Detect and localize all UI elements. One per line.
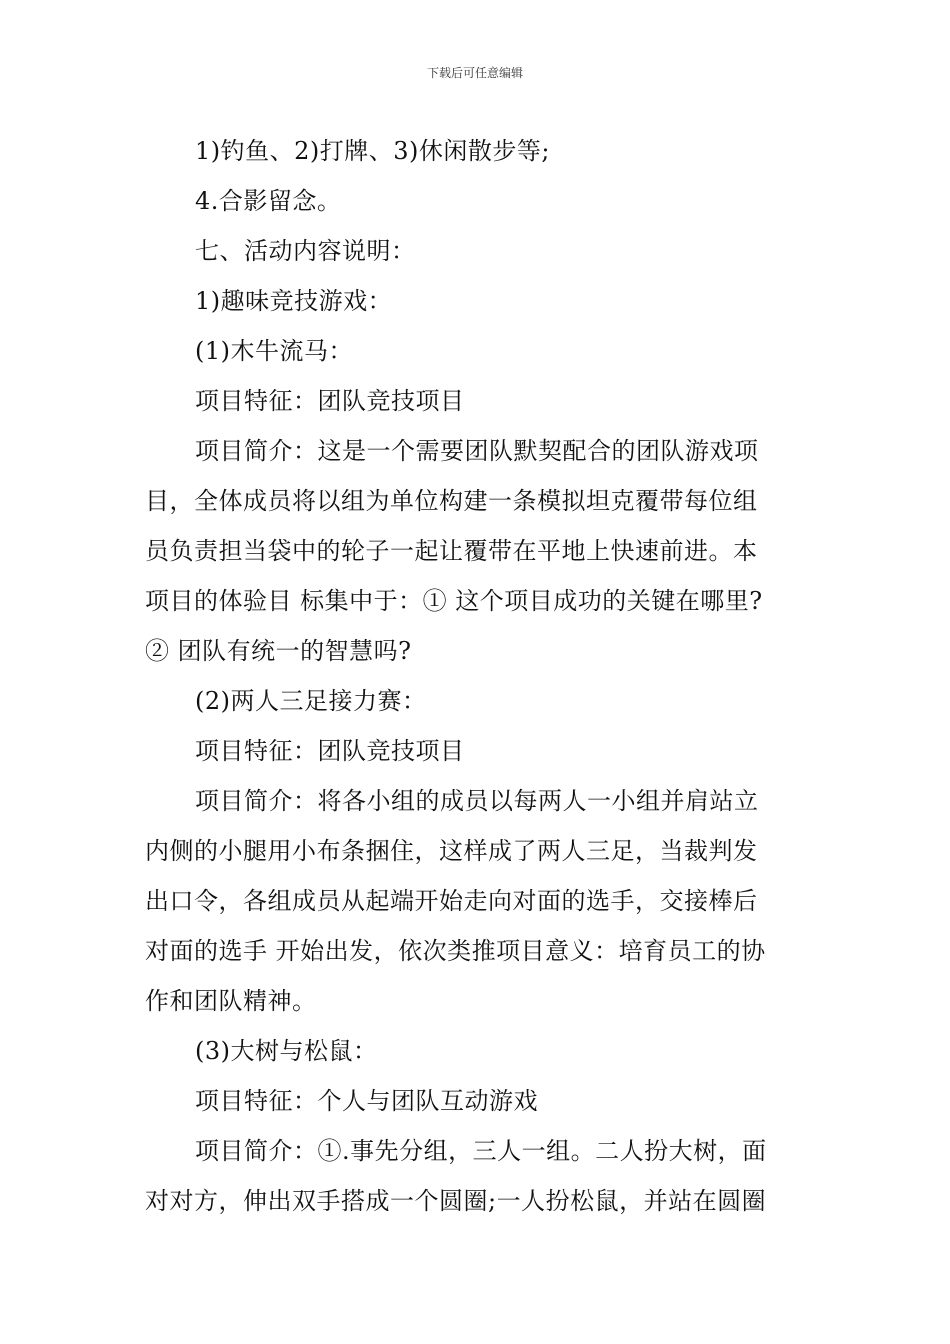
item-heading: (2)两人三足接力赛：	[195, 687, 427, 715]
subsection-heading: 1)趣味竞技游戏：	[195, 287, 393, 315]
text-line: 项目简介：这是一个需要团队默契配合的团队游戏项	[195, 437, 759, 465]
text-line: 项目特征：团队竞技项目	[195, 737, 465, 765]
item-heading: (3)大树与松鼠：	[195, 1037, 378, 1065]
text-line: 内侧的小腿用小布条捆住，这样成了两人三足，当裁判发	[145, 837, 758, 865]
text-line: 1)钓鱼、2)打牌、3)休闲散步等;	[195, 137, 550, 165]
text-line: 4.合影留念。	[195, 187, 342, 215]
text-line: 项目简介：①.事先分组，三人一组。二人扮大树，面	[195, 1137, 767, 1165]
document-body	[145, 126, 809, 1226]
text-line: 出口令，各组成员从起端开始走向对面的选手，交接棒后	[145, 887, 758, 915]
text-line: 对面的选手 开始出发，依次类推项目意义：培育员工的协	[145, 937, 766, 965]
text-line: ② 团队有统一的智慧吗?	[145, 637, 412, 665]
text-line: 项目特征：团队竞技项目	[195, 387, 465, 415]
page-header: 下载后可任意编辑	[426, 66, 523, 80]
text-line: 目，全体成员将以组为单位构建一条模拟坦克覆带每位组	[145, 487, 758, 515]
text-line: 对对方，伸出双手搭成一个圆圈;一人扮松鼠，并站在圆圈	[145, 1187, 767, 1215]
text-line: 项目的体验目 标集中于：① 这个项目成功的关键在哪里?	[145, 587, 763, 615]
text-line: 员负责担当袋中的轮子一起让覆带在平地上快速前进。本	[145, 537, 758, 565]
text-line: 项目简介：将各小组的成员以每两人一小组并肩站立	[195, 787, 759, 815]
section-heading: 七、活动内容说明：	[195, 237, 416, 265]
text-line: 项目特征：个人与团队互动游戏	[195, 1087, 538, 1115]
text-line: 作和团队精神。	[145, 987, 317, 1015]
item-heading: (1)木牛流马：	[195, 337, 353, 365]
